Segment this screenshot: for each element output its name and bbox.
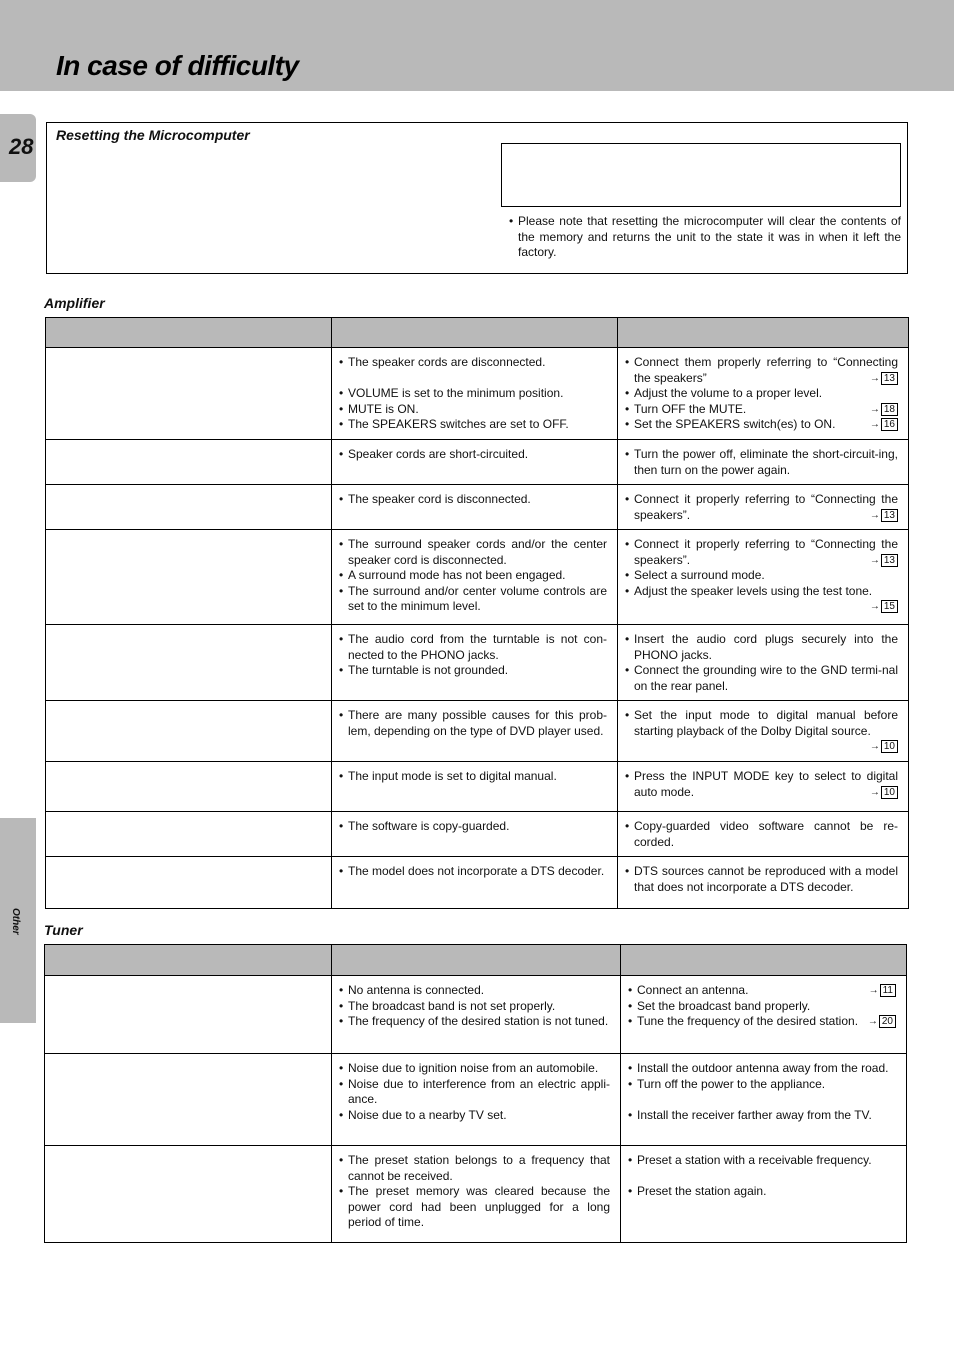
- symptom-cell: [46, 440, 332, 485]
- remedy-text: [634, 447, 898, 478]
- bullet: •: [339, 1014, 344, 1028]
- table-row: [45, 976, 907, 1054]
- remedy-item: [628, 1061, 896, 1077]
- remedy-cell: [618, 485, 909, 530]
- bullet: •: [625, 864, 630, 878]
- item-text: VOLUME is set to the minimum position.: [348, 386, 564, 400]
- bullet: •: [628, 998, 633, 1013]
- remedy-item: [625, 663, 898, 694]
- page-ref-icon: [869, 984, 896, 997]
- cause-text: [348, 492, 607, 508]
- bullet: •: [339, 708, 344, 722]
- cause-item: [339, 492, 607, 508]
- remedy-cell: [618, 857, 909, 909]
- cause-item: [339, 769, 607, 785]
- page-ref-number: 18: [881, 403, 898, 416]
- bullet: •: [339, 1061, 344, 1075]
- cause-item: [339, 1153, 610, 1184]
- bullet: •: [625, 632, 630, 646]
- cause-item: [339, 447, 607, 463]
- page-ref-number: 13: [881, 372, 898, 385]
- remedy-text: [634, 663, 898, 694]
- cause-item: [339, 537, 607, 568]
- page-ref-icon: [870, 509, 898, 522]
- bullet: •: [339, 632, 344, 646]
- bullet: •: [339, 568, 344, 582]
- item-text: Tune the frequency of the desired station.: [637, 1014, 859, 1028]
- symptom-cell: [45, 1146, 332, 1243]
- item-text: Connect the grounding wire to the GND termi-nal on the rear panel.: [634, 663, 898, 693]
- remedy-item: [625, 417, 898, 433]
- table-header-row: [45, 945, 907, 976]
- cause-cell: [332, 530, 618, 625]
- page-ref-number: 15: [881, 600, 898, 613]
- remedy-cell: [621, 976, 907, 1054]
- cause-item: [339, 632, 607, 663]
- bullet: •: [339, 492, 344, 506]
- item-text: Install the outdoor antenna away from the road.: [637, 1061, 889, 1075]
- page-ref-icon: [870, 786, 898, 799]
- cause-cell: [332, 440, 618, 485]
- remedy-text: [634, 632, 898, 663]
- bullet: •: [625, 708, 630, 722]
- side-tab-label: Other: [10, 908, 21, 935]
- symptom-cell: [46, 857, 332, 909]
- remedy-cell: [618, 440, 909, 485]
- item-text: Turn the power off, eliminate the short-circuit-ing, then turn on the power again.: [634, 447, 898, 477]
- section-side-tab: [0, 818, 36, 1023]
- bullet: •: [339, 1153, 344, 1167]
- page-ref-number: 20: [879, 1015, 896, 1028]
- remedy-item: [625, 355, 898, 386]
- arrow-icon: →: [869, 554, 880, 566]
- item-text: Preset the station again.: [637, 1184, 767, 1198]
- cause-item: [339, 983, 610, 999]
- remedy-text: [637, 1077, 896, 1093]
- item-text: Speaker cords are short-circuited.: [348, 447, 529, 461]
- item-text: Insert the audio cord plugs securely into the PHONO jacks.: [634, 632, 898, 662]
- symptom-cell: [46, 625, 332, 701]
- cause-item: [339, 1108, 610, 1124]
- cause-item: [339, 402, 607, 418]
- tuner-table: [44, 944, 907, 1243]
- bullet: •: [339, 819, 344, 833]
- cause-text: [348, 819, 607, 835]
- cause-text: [348, 402, 607, 418]
- cause-text: [348, 1184, 610, 1231]
- cause-cell: [332, 812, 618, 857]
- bullet: •: [628, 1014, 633, 1028]
- table-header-row: [46, 318, 909, 348]
- table-row: [45, 1054, 907, 1146]
- bullet: •: [625, 492, 630, 506]
- tuner-title: Tuner: [44, 922, 83, 938]
- page-ref-number: 10: [881, 740, 898, 753]
- cause-text: [348, 708, 607, 739]
- remedy-text: [637, 1061, 896, 1077]
- bullet: •: [628, 1153, 633, 1167]
- item-text: A surround mode has not been engaged.: [348, 568, 566, 582]
- remedy-cell: [618, 530, 909, 625]
- page-ref-icon: [870, 554, 898, 567]
- cause-item: [339, 568, 607, 584]
- page-ref-number: 10: [881, 786, 898, 799]
- cause-text: [348, 1014, 610, 1030]
- remedy-item: [628, 1014, 896, 1030]
- item-text: Adjust the volume to a proper level.: [634, 386, 823, 400]
- remedy-text: [634, 584, 898, 614]
- item-text: Noise due to interference from an electric appli-ance.: [348, 1076, 610, 1106]
- item-text: The SPEAKERS switches are set to OFF.: [348, 417, 569, 431]
- item-text: Noise due to ignition noise from an automobile.: [348, 1061, 599, 1075]
- bullet: •: [625, 386, 630, 400]
- arrow-icon: →: [869, 786, 880, 798]
- remedy-item: [625, 584, 898, 614]
- bullet: •: [339, 663, 344, 677]
- remedy-item: [625, 402, 898, 418]
- item-text: Connect it properly referring to “Connecting the speakers”.: [634, 492, 898, 522]
- remedy-text: [634, 386, 898, 402]
- remedy-item: [625, 864, 898, 895]
- bullet: •: [339, 1107, 344, 1122]
- item-text: Noise due to a nearby TV set.: [348, 1107, 507, 1122]
- bullet: •: [625, 417, 630, 431]
- table-row: [46, 485, 909, 530]
- item-text: Connect an antenna.: [637, 983, 749, 997]
- reset-inner-box: [501, 143, 901, 207]
- arrow-icon: →: [869, 419, 880, 430]
- reset-section: [46, 122, 908, 274]
- remedy-text: [637, 983, 896, 999]
- page-ref-icon: [870, 403, 898, 416]
- remedy-item: [628, 999, 896, 1015]
- bullet: •: [628, 1076, 633, 1091]
- amplifier-title: Amplifier: [44, 295, 105, 311]
- bullet: •: [339, 355, 344, 369]
- bullet: •: [339, 769, 344, 783]
- remedy-cell: [621, 1146, 907, 1243]
- item-text: Connect them properly referring to “Connecting the speakers”: [634, 355, 898, 385]
- item-text: The model does not incorporate a DTS decoder.: [348, 864, 605, 878]
- item-text: Turn off the power to the appliance.: [637, 1076, 826, 1091]
- item-text: Turn OFF the MUTE.: [634, 401, 747, 416]
- cause-text: [348, 386, 607, 402]
- remedy-cell: [621, 1054, 907, 1146]
- remedy-text: [634, 537, 898, 568]
- bullet: •: [339, 983, 344, 997]
- remedy-item: [625, 769, 898, 800]
- remedy-item: [628, 1153, 896, 1169]
- symptom-cell: [45, 1054, 332, 1146]
- cause-text: [348, 568, 607, 584]
- arrow-icon: →: [869, 403, 880, 415]
- cause-item: [339, 819, 607, 835]
- item-text: DTS sources cannot be reproduced with a model that does not incorporate a DTS decoder.: [634, 864, 898, 894]
- item-text: The frequency of the desired station is not tuned.: [348, 1014, 609, 1028]
- bullet: •: [339, 1184, 344, 1198]
- symptom-cell: [46, 812, 332, 857]
- item-text: The software is copy-guarded.: [348, 819, 510, 833]
- bullet: •: [625, 401, 630, 416]
- item-text: Adjust the speaker levels using the test tone.: [634, 583, 873, 598]
- table-row: [46, 857, 909, 909]
- remedy-text: [634, 708, 898, 753]
- cause-text: [348, 355, 607, 371]
- cause-text: [348, 769, 607, 785]
- page-ref-number: 13: [881, 509, 898, 522]
- bullet: •: [625, 663, 630, 677]
- remedy-item: [625, 819, 898, 850]
- bullet: •: [625, 568, 630, 582]
- cause-item: [339, 355, 607, 371]
- bullet: •: [625, 447, 630, 461]
- symptom-cell: [46, 701, 332, 762]
- remedy-item: [628, 1108, 896, 1124]
- cause-text: [348, 663, 607, 679]
- cause-text: [348, 983, 610, 999]
- bullet: •: [339, 447, 344, 461]
- item-text: The turntable is not grounded.: [348, 663, 509, 677]
- item-text: No antenna is connected.: [348, 983, 485, 997]
- remedy-text: [637, 1153, 896, 1169]
- bullet: •: [628, 1184, 633, 1198]
- remedy-item: [628, 983, 896, 999]
- item-text: The input mode is set to digital manual.: [348, 769, 557, 783]
- page-ref-icon: [870, 372, 898, 385]
- bullet: •: [339, 998, 344, 1013]
- cause-text: [348, 1077, 610, 1108]
- amplifier-table: [45, 317, 909, 909]
- remedy-text: [634, 568, 898, 584]
- item-text: Copy-guarded video software cannot be re-corded.: [634, 819, 898, 849]
- item-text: The surround and/or center volume controls are set to the minimum level.: [348, 583, 607, 613]
- cause-text: [348, 447, 607, 463]
- table-row: [46, 530, 909, 625]
- remedy-item: [625, 492, 898, 523]
- bullet: •: [339, 417, 344, 431]
- arrow-icon: →: [867, 1016, 878, 1027]
- table-row: [46, 625, 909, 701]
- remedy-text: [637, 1184, 896, 1200]
- cause-cell: [332, 857, 618, 909]
- bullet: •: [339, 1076, 344, 1091]
- cause-cell: [332, 625, 618, 701]
- cause-item: [339, 708, 607, 739]
- remedy-text: [634, 402, 898, 418]
- symptom-cell: [45, 976, 332, 1054]
- item-text: The speaker cords are disconnected.: [348, 355, 546, 369]
- header-cell: [45, 945, 332, 976]
- table-row: [46, 701, 909, 762]
- cause-cell: [332, 701, 618, 762]
- cause-cell: [332, 1146, 621, 1243]
- item-text: Select a surround mode.: [634, 568, 765, 582]
- item-text: The audio cord from the turntable is not con-nected to the PHONO jacks.: [348, 632, 607, 662]
- table-row: [45, 1146, 907, 1243]
- reset-note: [509, 214, 901, 261]
- cause-item: [339, 417, 607, 433]
- remedy-item: [625, 447, 898, 478]
- remedy-cell: [618, 701, 909, 762]
- bullet: •: [625, 769, 630, 783]
- cause-text: [348, 584, 607, 615]
- remedy-cell: [618, 625, 909, 701]
- arrow-icon: →: [869, 372, 880, 384]
- item-text: Connect it properly referring to “Connecting the speakers”.: [634, 537, 898, 567]
- cause-item: [339, 663, 607, 679]
- page-title: In case of difficulty: [56, 50, 299, 81]
- cause-item: [339, 386, 607, 402]
- bullet: •: [628, 1061, 633, 1075]
- cause-item: [339, 1077, 610, 1108]
- cause-item: [339, 999, 610, 1015]
- page-ref-icon: [870, 418, 898, 431]
- cause-text: [348, 864, 607, 880]
- page-ref-icon: [870, 740, 898, 753]
- remedy-cell: [618, 762, 909, 812]
- table-row: [46, 762, 909, 812]
- item-text: Preset a station with a receivable frequency.: [637, 1153, 872, 1167]
- remedy-item: [625, 568, 898, 584]
- remedy-text: [637, 1014, 896, 1030]
- item-text: Set the SPEAKERS switch(es) to ON.: [634, 417, 836, 431]
- table-row: [46, 440, 909, 485]
- cause-cell: [332, 485, 618, 530]
- item-text: There are many possible causes for this prob-lem, depending on the type of DVD player used.: [348, 708, 607, 738]
- remedy-item: [625, 537, 898, 568]
- item-text: Press the INPUT MODE key to select to digital auto mode.: [634, 769, 898, 799]
- item-text: The preset memory was cleared because the power cord had been unplugged for a long period of time.: [348, 1184, 610, 1229]
- cause-cell: [332, 1054, 621, 1146]
- symptom-cell: [46, 762, 332, 812]
- header-cell: [621, 945, 907, 976]
- item-text: The broadcast band is not set properly.: [348, 998, 556, 1013]
- remedy-text: [637, 1108, 896, 1124]
- symptom-cell: [46, 530, 332, 625]
- remedy-item: [628, 1077, 896, 1093]
- arrow-icon: →: [869, 601, 880, 612]
- item-text: Set the broadcast band properly.: [637, 998, 811, 1013]
- bullet: •: [625, 583, 630, 598]
- header-cell: [332, 318, 618, 348]
- cause-cell: [332, 976, 621, 1054]
- cause-cell: [332, 762, 618, 812]
- remedy-text: [634, 864, 898, 895]
- arrow-icon: →: [869, 509, 880, 521]
- cause-text: [348, 417, 607, 433]
- remedy-text: [634, 819, 898, 850]
- bullet: •: [625, 355, 630, 369]
- bullet: •: [628, 1107, 633, 1122]
- remedy-item: [628, 1184, 896, 1200]
- symptom-cell: [46, 485, 332, 530]
- cause-item: [339, 1014, 610, 1030]
- cause-text: [348, 1153, 610, 1184]
- bullet: •: [339, 583, 344, 598]
- reset-note-text: Please note that resetting the microcomputer will clear the contents of the memory and returns the unit to the state it was in when it left the factory.: [518, 214, 901, 259]
- bullet: •: [625, 819, 630, 833]
- header-cell: [332, 945, 621, 976]
- reset-title: Resetting the Microcomputer: [56, 127, 250, 143]
- page-number-tab: [0, 114, 36, 182]
- cause-item: [339, 584, 607, 615]
- remedy-item: [625, 386, 898, 402]
- arrow-icon: →: [869, 741, 880, 752]
- symptom-cell: [46, 348, 332, 440]
- arrow-icon: →: [868, 985, 879, 996]
- bullet: •: [509, 214, 514, 228]
- item-text: Install the receiver farther away from the TV.: [637, 1107, 872, 1122]
- page-ref-icon: [870, 600, 898, 613]
- page-ref-icon: [868, 1015, 896, 1028]
- remedy-text: [634, 769, 898, 800]
- bullet: •: [339, 401, 344, 416]
- bullet: •: [339, 537, 344, 551]
- page-ref-number: 13: [881, 554, 898, 567]
- item-text: Set the input mode to digital manual before starting playback of the Dolby Digital source.: [634, 708, 898, 738]
- item-text: The preset station belongs to a frequency that cannot be received.: [348, 1153, 610, 1183]
- table-row: [46, 812, 909, 857]
- cause-item: [339, 1184, 610, 1231]
- header-cell: [46, 318, 332, 348]
- cause-text: [348, 632, 607, 663]
- remedy-cell: [618, 348, 909, 440]
- cause-text: [348, 1061, 610, 1077]
- cause-text: [348, 1108, 610, 1124]
- table-row: [46, 348, 909, 440]
- cause-cell: [332, 348, 618, 440]
- cause-item: [339, 864, 607, 880]
- remedy-item: [625, 708, 898, 753]
- remedy-text: [634, 355, 898, 386]
- page-number: 28: [9, 134, 34, 159]
- header-cell: [618, 318, 909, 348]
- remedy-item: [625, 632, 898, 663]
- bullet: •: [625, 537, 630, 551]
- cause-text: [348, 999, 610, 1015]
- cause-item: [339, 1061, 610, 1077]
- remedy-text: [637, 999, 896, 1015]
- remedy-cell: [618, 812, 909, 857]
- bullet: •: [339, 386, 344, 400]
- item-text: The speaker cord is disconnected.: [348, 492, 531, 506]
- bullet: •: [628, 983, 633, 997]
- bullet: •: [339, 864, 344, 878]
- item-text: MUTE is ON.: [348, 401, 419, 416]
- remedy-text: [634, 417, 898, 433]
- page-ref-number: 11: [880, 984, 896, 997]
- remedy-text: [634, 492, 898, 523]
- item-text: The surround speaker cords and/or the center speaker cord is disconnected.: [348, 537, 607, 567]
- cause-text: [348, 537, 607, 568]
- page-ref-number: 16: [881, 418, 898, 431]
